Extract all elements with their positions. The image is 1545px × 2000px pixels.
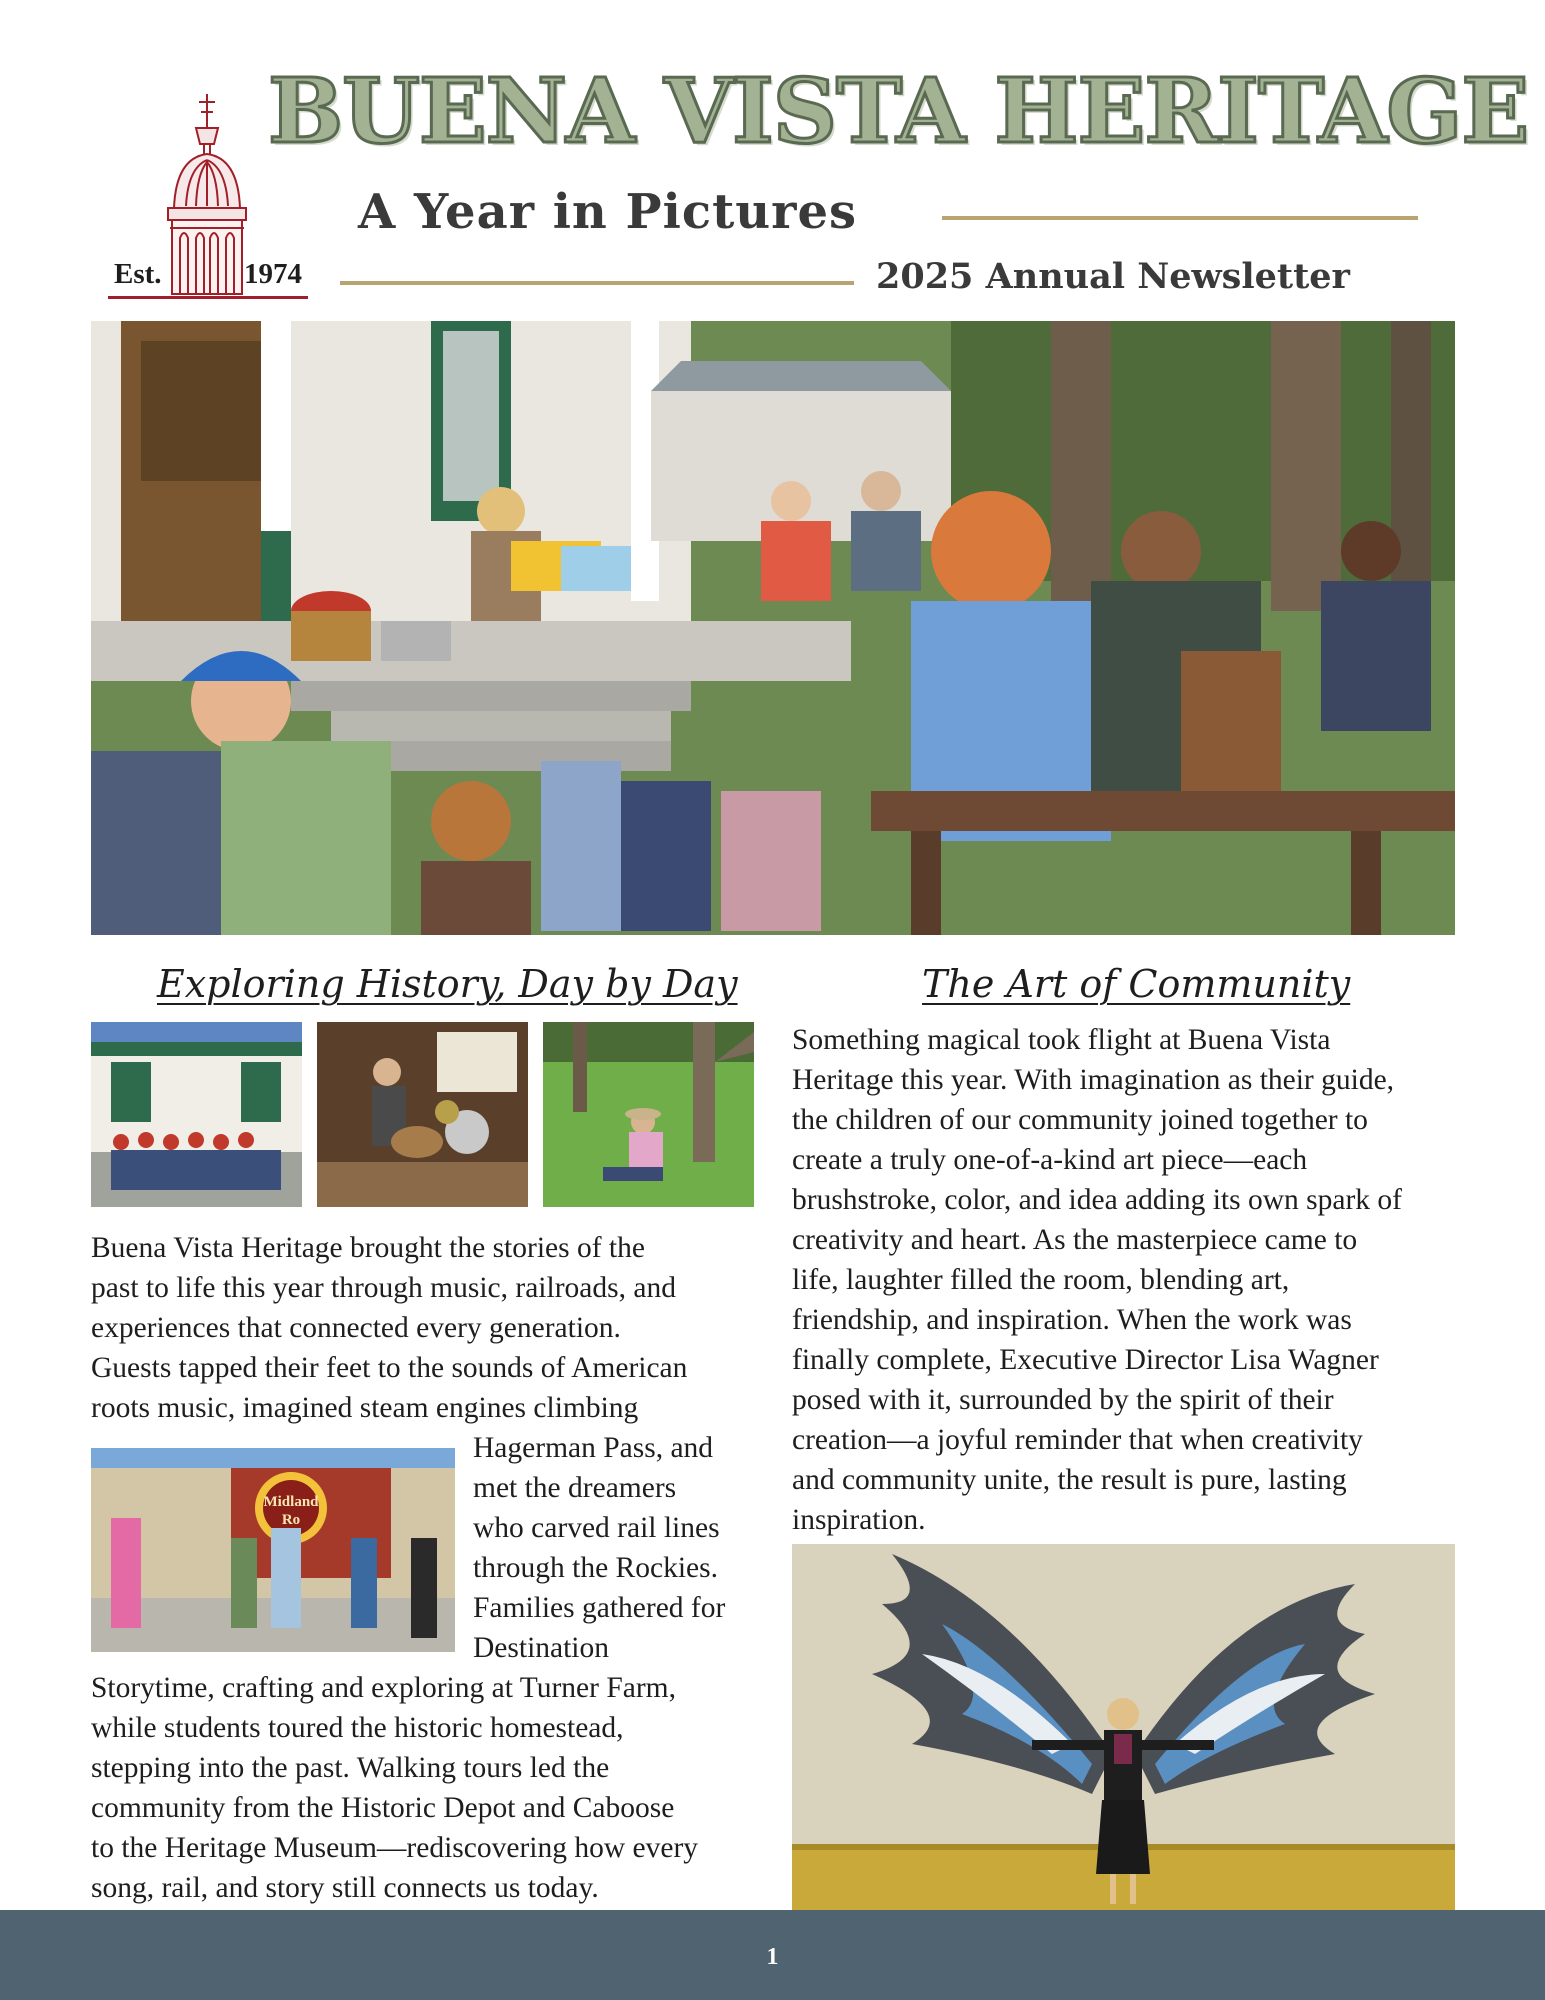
text-line: who carved rail lines <box>473 1512 720 1544</box>
text-line: life, laughter filled the room, blending art, <box>792 1264 1290 1296</box>
text-line: creation—a joyful reminder that when creativity <box>792 1424 1363 1456</box>
issue-label: 2025 Annual Newsletter <box>876 256 1350 297</box>
text-line: while students toured the historic homestead, <box>91 1712 624 1744</box>
photo-turner-farm-visitor <box>543 1022 754 1207</box>
text-line: Heritage this year. With imagination as their guide, <box>792 1064 1395 1096</box>
text-line: finally complete, Executive Director Lisa Wagner <box>792 1344 1379 1376</box>
midland-sign-line-2: Ro <box>281 1512 301 1528</box>
text-line: through the Rockies. <box>473 1552 718 1584</box>
text-line: Guests tapped their feet to the sounds of American <box>91 1352 688 1384</box>
text-line: Buena Vista Heritage brought the stories of the <box>91 1232 645 1264</box>
text-line: posed with it, surrounded by the spirit of their <box>792 1384 1334 1416</box>
left-paragraph-part-1 <box>91 1228 687 1428</box>
text-line: create a truly one-of-a-kind art piece—each <box>792 1144 1308 1176</box>
text-line: met the dreamers <box>473 1472 677 1504</box>
masthead-title: BUENA VISTA HERITAGE <box>268 58 1529 163</box>
hero-photo-storytime <box>91 321 1455 935</box>
text-line: and community unite, the result is pure, lasting <box>792 1464 1347 1496</box>
page-footer <box>0 1910 1545 2000</box>
text-line: inspiration. <box>792 1504 926 1536</box>
text-line: brushstroke, color, and idea adding its own spark of <box>792 1184 1402 1216</box>
header-rule-upper <box>942 216 1418 220</box>
text-line: roots music, imagined steam engines climbing <box>91 1392 639 1424</box>
text-line: stepping into the past. Walking tours led the <box>91 1752 610 1784</box>
text-line: community from the Historic Depot and Caboose <box>91 1792 675 1824</box>
text-line: Destination <box>473 1632 610 1664</box>
photo-angel-wings-mural <box>792 1544 1455 1910</box>
text-line: past to life this year through music, railroads, and <box>91 1272 676 1304</box>
text-line: creativity and heart. As the masterpiece came to <box>792 1224 1358 1256</box>
midland-sign-line-1: Midland <box>263 1494 319 1510</box>
text-line: to the Heritage Museum—rediscovering how every <box>91 1832 699 1864</box>
right-paragraph <box>792 1020 1402 1540</box>
est-label: Est. <box>114 258 162 290</box>
left-paragraph-part-3 <box>91 1668 698 1908</box>
photo-roots-music-concert <box>317 1022 528 1207</box>
text-line: Hagerman Pass, and <box>473 1432 714 1464</box>
text-line: Something magical took flight at Buena Vista <box>792 1024 1331 1056</box>
text-line: Storytime, crafting and exploring at Turner Farm, <box>91 1672 676 1704</box>
photo-students-on-porch <box>91 1022 302 1207</box>
text-line: the children of our community joined together to <box>792 1104 1368 1136</box>
est-year: 1974 <box>244 258 302 290</box>
masthead-subtitle: A Year in Pictures <box>358 184 858 240</box>
header-rule-lower <box>340 281 854 285</box>
text-line: experiences that connected every generation. <box>91 1312 621 1344</box>
text-line: Families gathered for <box>473 1592 726 1624</box>
text-line: song, rail, and story still connects us today. <box>91 1872 599 1904</box>
photo-midland-walking-tour <box>91 1448 455 1652</box>
left-paragraph-part-2 <box>473 1428 725 1668</box>
left-section-heading: Exploring History, Day by Day <box>157 962 738 1006</box>
right-section-heading: The Art of Community <box>922 962 1351 1006</box>
logo-underline <box>108 296 308 299</box>
text-line: friendship, and inspiration. When the work was <box>792 1304 1352 1336</box>
page-number: 1 <box>766 1944 779 1970</box>
